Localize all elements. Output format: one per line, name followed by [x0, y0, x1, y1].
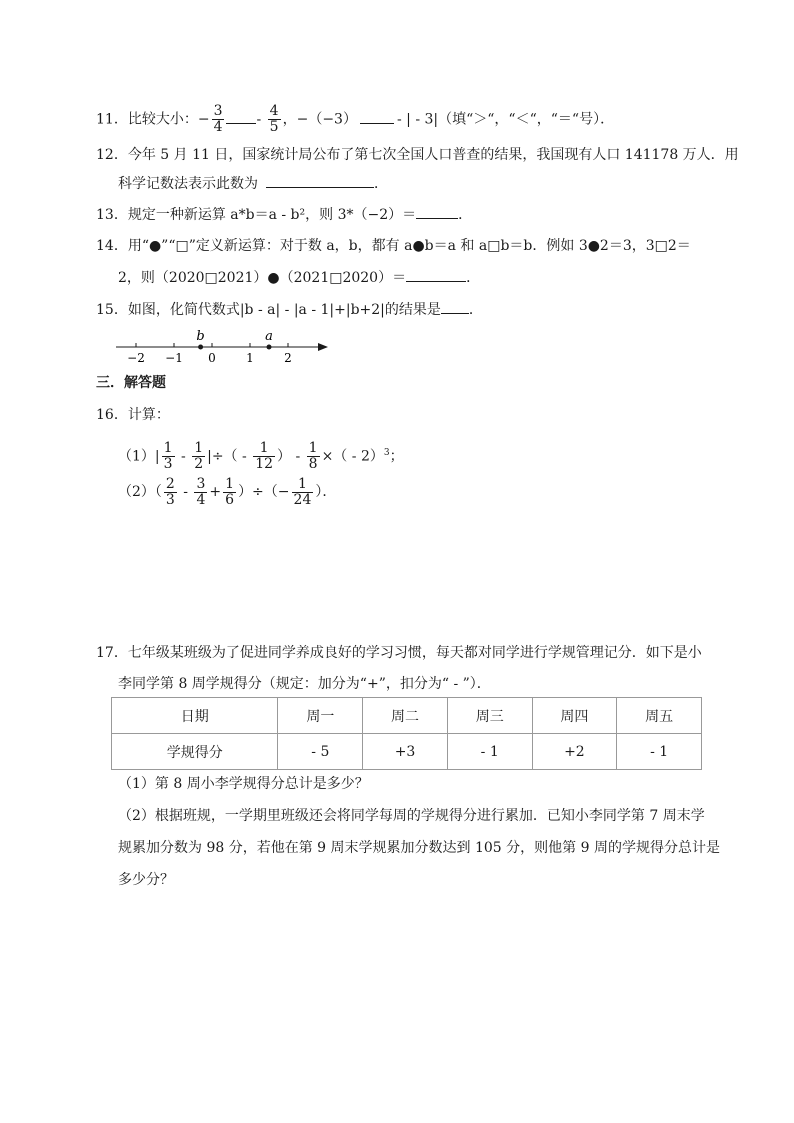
number-line-tick-label: 2 [284, 351, 292, 365]
q16-p2-frac-b [194, 477, 207, 508]
q16-p2-op1: - [178, 484, 193, 500]
number-line-arrow-icon [318, 343, 328, 351]
q11-fraction-2 [268, 104, 281, 135]
q16-p1-a-den: 3 [163, 456, 173, 473]
header-cell: 周三 [447, 698, 532, 734]
question-17-sub-1: （1）第 8 周小李学规得分总计是多少？ [118, 776, 369, 792]
q11-middle: ，−（−3） [282, 111, 357, 128]
q12-answer-blank[interactable] [266, 173, 374, 188]
q11-rest: - | - 3|（填“＞“，“＜“，“＝“号）． [396, 111, 615, 128]
question-16-part-2 [118, 476, 336, 508]
q16-p2-a-num: 2 [165, 475, 175, 492]
number-line-tick-label: −2 [127, 351, 145, 365]
q13-text: 13．规定一种新运算 a*b＝a - b²，则 3*（−2）＝ [96, 207, 417, 223]
q16-p1-tail: ×（ - 2） [321, 448, 384, 465]
question-17-line-1: 17．七年级某班级为了促进同学养成良好的学习习惯，每天都对同学进行学规管理记分．如下是小 [96, 645, 702, 661]
q16-p2-div: ）÷（− [238, 484, 290, 500]
q16-p2-frac-c [223, 477, 236, 508]
q15-text: 15．如图，化简代数式|b - a| - |a - 1|+|b+2|的结果是 [96, 302, 441, 318]
row-cell: +2 [532, 734, 617, 770]
q14-line2-text: 2，则（2020□2021）●（2021□2020）＝ [118, 270, 407, 286]
row-cell: - 1 [617, 734, 702, 770]
q11-f2-prefix: - [256, 111, 266, 128]
q16-p1-b-den: 2 [194, 456, 204, 473]
number-line-figure [110, 324, 340, 366]
q16-p1-div: |÷（ - [207, 448, 252, 465]
q11-fraction-1 [212, 104, 225, 135]
q16-p2-c-num: 1 [225, 475, 235, 492]
q16-p1-mid: ） - [277, 448, 305, 465]
q16-p2-label: （2）（ [118, 484, 162, 500]
q16-p1-c-num: 1 [253, 441, 275, 457]
row-cell: - 1 [447, 734, 532, 770]
q16-p2-op2: + [209, 484, 222, 500]
q11-prefix: 11．比较大小： [96, 111, 198, 128]
question-11 [96, 104, 614, 135]
row-cell: - 5 [278, 734, 363, 770]
question-17-line-2: 李同学第 8 周学规得分（规定：加分为“+”，扣分为“ - ”）． [118, 676, 491, 692]
q14-end: ． [466, 270, 481, 286]
score-table-header-row [112, 698, 702, 734]
q13-answer-blank[interactable] [416, 204, 458, 219]
q16-p1-frac-a [162, 441, 175, 472]
q13-end: ． [458, 207, 473, 223]
q16-p1-b-num: 1 [194, 440, 204, 457]
question-15 [96, 299, 483, 320]
header-cell: 周二 [363, 698, 448, 734]
q16-p1-d-den: 8 [308, 456, 318, 473]
q16-p2-b-num: 3 [196, 475, 206, 492]
q16-p2-a-den: 3 [165, 491, 175, 508]
question-16-title: 16．计算： [96, 407, 170, 423]
score-table-row [112, 734, 702, 770]
question-13 [96, 204, 472, 225]
q11-answer-blank-1[interactable] [226, 109, 256, 124]
q16-p2-d-num: 1 [292, 477, 314, 493]
number-line-tick-label: 0 [208, 351, 216, 365]
q16-p2-c-den: 6 [225, 491, 235, 508]
q16-p1-d-num: 1 [308, 440, 318, 457]
q16-p1-frac-c [253, 441, 275, 472]
q16-p2-frac-a [164, 477, 177, 508]
q16-p2-b-den: 4 [196, 491, 206, 508]
q11-f1-numerator: 3 [213, 103, 223, 119]
q16-p2-end: ）． [315, 484, 337, 500]
q16-p1-exponent: 3 [383, 448, 390, 458]
q11-f2-denominator: 5 [269, 119, 279, 135]
point-b-dot [198, 345, 203, 350]
q11-minus: − [197, 111, 210, 128]
question-12-line-2: 科学记数法表示此数为 ． [118, 173, 388, 194]
q16-p1-minus: - [176, 448, 191, 465]
q16-p2-frac-d [292, 477, 314, 508]
q11-f1-denominator: 4 [213, 119, 223, 135]
q16-p1-frac-d [307, 441, 320, 472]
question-17-sub-2-line-1: （2）根据班规，一学期里班级还会将同学每周的学规得分进行累加．已知小李同学第 7 周末学 [118, 808, 705, 824]
section-3-heading: 三．解答题 [96, 375, 166, 391]
q14-answer-blank[interactable] [406, 267, 466, 282]
q16-p1-frac-b [192, 441, 205, 472]
q15-end: ． [468, 302, 483, 318]
q16-p1-label: （1）| [118, 448, 160, 465]
header-cell: 周四 [532, 698, 617, 734]
question-16-part-1 [118, 437, 404, 473]
q11-answer-blank-2[interactable] [360, 109, 394, 124]
question-17-sub-2-line-2: 规累加分数为 98 分，若他在第 9 周末学规累加分数达到 105 分，则他第 9 周的学规得分总计是 [118, 840, 720, 856]
question-17-sub-2-line-3: 多少分？ [118, 872, 174, 888]
header-cell: 周一 [278, 698, 363, 734]
point-a-label: a [265, 329, 273, 344]
q15-answer-blank[interactable] [441, 299, 469, 314]
row-cell: +3 [363, 734, 448, 770]
q16-p1-a-num: 1 [163, 440, 173, 457]
question-14-line-1: 14．用“●”“□”定义新运算：对于数 a，b，都有 a●b＝a 和 a□b＝b．例如 3●2＝3，3□2＝ [96, 238, 691, 254]
point-b-label: b [196, 329, 205, 344]
question-12-line-1: 12．今年 5 月 11 日，国家统计局公布了第七次全国人口普查的结果，我国现有人口 141178 万人．用 [96, 147, 739, 163]
row-cell: 学规得分 [112, 734, 278, 770]
header-cell: 周五 [617, 698, 702, 734]
q16-p1-end: ； [389, 448, 404, 465]
question-14-line-2 [118, 267, 480, 288]
number-line-tick-label: −1 [165, 351, 183, 365]
point-a-dot [267, 345, 272, 350]
q12-line2-text: 科学记数法表示此数为 [118, 176, 258, 192]
header-cell: 日期 [112, 698, 278, 734]
q16-p2-d-den: 24 [293, 491, 312, 508]
q16-p1-c-den: 12 [255, 456, 274, 473]
score-table [111, 697, 702, 770]
number-line-tick-label: 1 [246, 351, 254, 365]
q11-f2-numerator: 4 [269, 103, 279, 119]
